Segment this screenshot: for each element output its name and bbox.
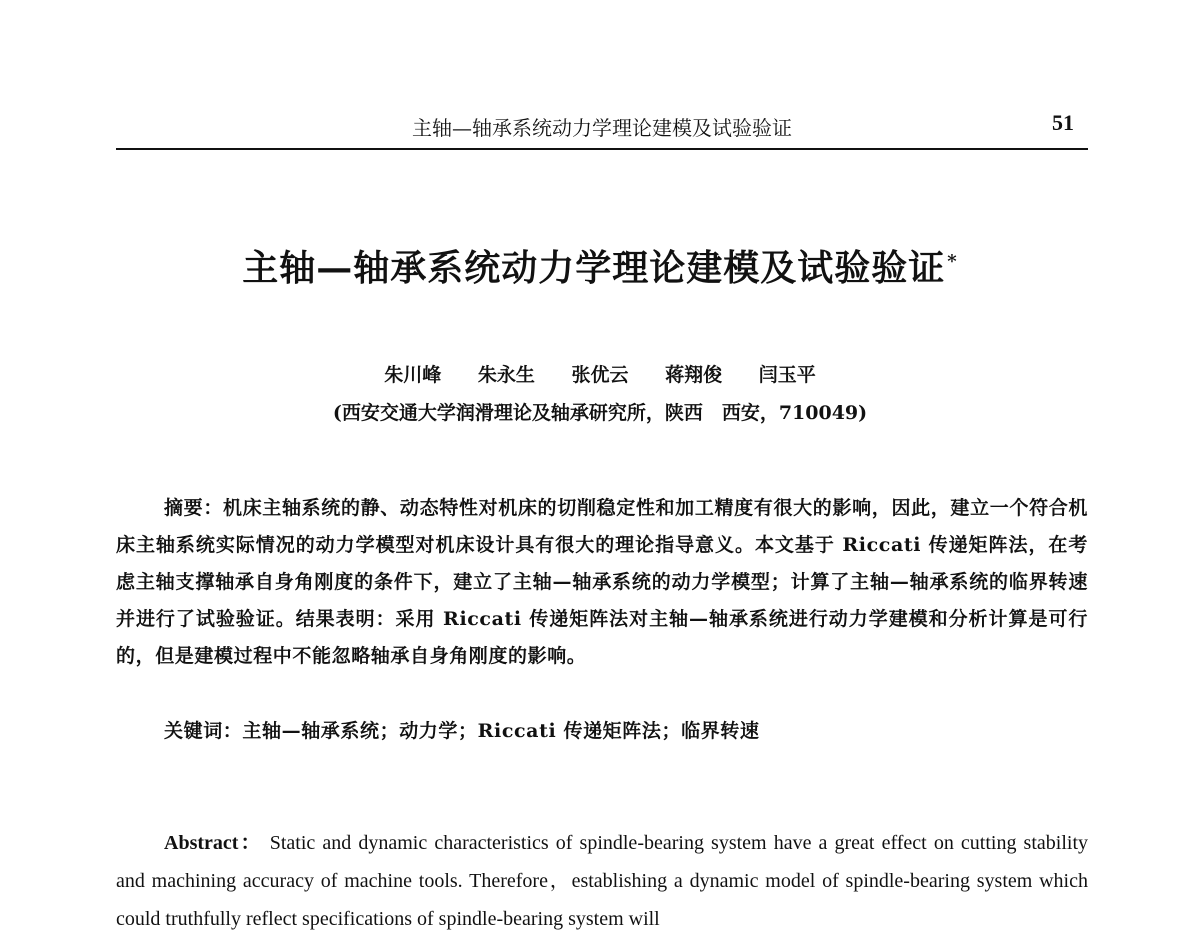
author-list <box>0 360 1200 387</box>
author-name: 闫玉平 <box>758 364 816 386</box>
running-header <box>116 108 1088 150</box>
abstract-chinese-body: 机床主轴系统的静、动态特性对机床的切削稳定性和加工精度有很大的影响，因此，建立一个符合机床主轴系统实际情况的动力学模型对机床设计具有很大的理论指导意义。本文基于 Riccati 传递矩阵法，在考虑主轴支撑轴承自身角刚度的条件下，建立了主轴—轴承系统的动力学模型；计算了主轴—轴承系统的临界转速并进行了试验验证。结果表明：采用 Riccati 传递矩阵法对主轴—轴承系统进行动力学建模和分析计算是可行的，但是建模过程中不能忽略轴承自身角刚度的影响。 <box>116 497 1088 667</box>
author-name: 张优云 <box>571 364 629 386</box>
author-name: 蒋翔俊 <box>665 364 723 386</box>
author-name: 朱永生 <box>477 364 535 386</box>
running-title: 主轴—轴承系统动力学理论建模及试验验证 <box>412 116 792 140</box>
abstract-english-body: Static and dynamic characteristics of spindle-bearing system have a great effect on cutting stability and machining accuracy of machine tools. Therefore，establishing a dynamic model of spindle-bearing system which could truthfully reflect specifications of spindle-bearing system will <box>116 832 1089 930</box>
keywords-chinese <box>164 713 1088 750</box>
abstract-chinese <box>116 490 1088 675</box>
abstract-english-label: Abstract： <box>164 832 263 854</box>
affiliation: (西安交通大学润滑理论及轴承研究所，陕西 西安，710049) <box>332 402 868 424</box>
abstract-chinese-label: 摘要： <box>164 497 223 519</box>
abstract-english <box>116 824 1088 938</box>
paper-title-text: 主轴—轴承系统动力学理论建模及试验验证 <box>242 247 946 289</box>
page-number: 51 <box>1052 110 1074 135</box>
paper-title <box>0 240 1200 291</box>
keywords-chinese-body: 主轴—轴承系统；动力学；Riccati 传递矩阵法；临界转速 <box>242 720 760 742</box>
title-footnote-mark: * <box>947 251 958 272</box>
author-name: 朱川峰 <box>384 364 442 386</box>
keywords-chinese-label: 关键词： <box>164 720 243 742</box>
